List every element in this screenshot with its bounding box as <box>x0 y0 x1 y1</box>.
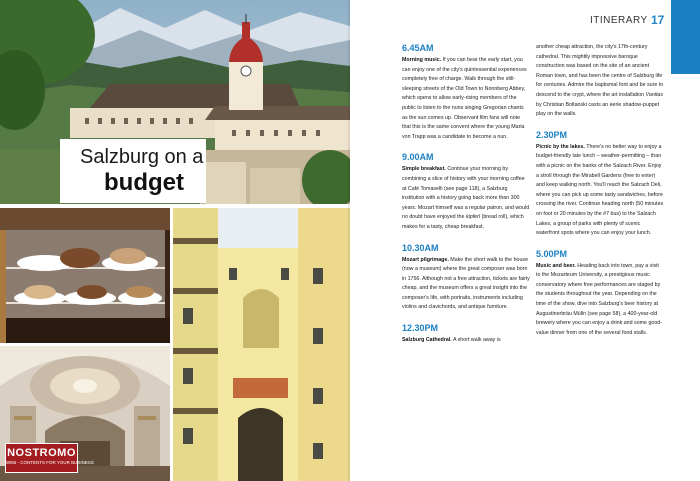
section-paragraph <box>536 143 664 239</box>
time-heading: 12.30PM <box>402 323 439 334</box>
logo-tagline: WEB - CONTENTS FOR YOUR BUSINESS <box>6 460 94 465</box>
section-italic: Vanitas <box>645 91 664 98</box>
section-lead: Mozart pilgrimage. <box>402 256 449 263</box>
title-line1: Salzburg on a <box>80 146 204 168</box>
section-paragraph <box>402 336 530 346</box>
section-paragraph <box>536 43 664 120</box>
text-column-right <box>536 43 664 348</box>
section-text: There's no better way to enjoy a budget-friendly late lunch – weather-permitting – than with a picnic on the banks of the Salzach River. Enjoy a stroll through the Mirabell Gardens (free to enter) and keep walking north. You'll reach the Salzach Deli, where you can pick up some tasty sandwiches, before crossing the river. Continue heading north (50 minutes on foot or 20 minutes by the #7 bus) to the Salzach Lakes, a group of parks with plenty of scenic waterfront spots where you can enjoy your lunch. <box>536 143 664 237</box>
section-lead: Music and beer. <box>536 262 576 269</box>
section-text: Make the short walk to the house (now a museum) where the great composer was born in 1756. Although not a free attraction, tickets are fairly cheap, and the museum offers a great insight into the composer's life, with portraits, instruments including violins and clavichords, and antique furniture. <box>402 256 530 311</box>
time-heading: 6.45AM <box>402 43 434 53</box>
logo-name: NOSTROMO <box>7 447 76 459</box>
text-column-left <box>402 43 530 356</box>
section-italic: kipferl <box>465 214 481 221</box>
courtyard-illustration <box>173 208 350 481</box>
section-lead: Morning music. <box>402 57 442 63</box>
time-heading: 2.30PM <box>536 129 568 140</box>
section-text: If you can bear the early start, you can enjoy one of the city's quintessential experiences completely free of charge. Walk through the still-sleeping streets of the Old Town to Nonnberg Abbey, which opens to allow early-rising members of the public to listen to the nuns singing Gregorian chants as the sun comes up. Observant film fans will note that this is the same convent where the young Maria von Trapp was a candidate to become a nun. <box>402 57 527 140</box>
time-heading: 5.00PM <box>536 248 568 259</box>
title-line2: budget <box>104 169 184 196</box>
nostromo-logo <box>5 443 94 473</box>
section-text: another cheap attraction, the city's 17th-century cathedral. This mightily impressive baroque construction was based on the site of an ancient Roman town, and has been the centre of Salzburg life for centuries. Admire the baptismal font and be sure to descend to the crypt, where the art installation <box>536 44 664 98</box>
cafe-illustration <box>0 208 170 343</box>
section-lead: Simple breakfast. <box>402 166 446 173</box>
section-text: Continue your morning by combining a slice of history with your morning coffee at Café Tomaselli (see page 118), a Salzburg institution with a history going back more than 300 years. Mozart himself was a regular patron, and would no doubt have enjoyed the <box>402 166 530 221</box>
section-text: A short walk away is <box>452 337 501 344</box>
cafe-pastry-photo <box>0 208 170 343</box>
section-header: ITINERARY <box>590 15 648 26</box>
title-box <box>60 139 206 203</box>
section-text: by Christian Boltanski casts an eerie shadow-puppet play on the walls. <box>536 101 660 118</box>
chapter-tab <box>671 0 700 74</box>
section-lead: Salzburg Cathedral. <box>402 337 452 344</box>
section-paragraph <box>536 262 664 339</box>
section-paragraph <box>402 56 530 142</box>
time-heading: 10.30AM <box>402 242 439 253</box>
page-number: 17 <box>651 13 665 27</box>
section-paragraph <box>402 256 530 314</box>
right-page <box>350 0 700 481</box>
section-text: (bread roll), which makes for a tasty, cheap breakfast. <box>402 214 524 230</box>
section-text: Heading back into town, pay a visit to the Mozarteum University, a prestigious music conservatory where free performances are staged by the students throughout the year. Depending on the time of the show, dive into Salzburg's beer history at Augustinerbräu Mülln (see page 58), a 400-year-old brewery where you can enjoy a drink and some good-value dinner from one of the several food stalls. <box>536 262 663 336</box>
courtyard-photo <box>173 208 350 481</box>
section-paragraph <box>402 165 530 232</box>
time-heading: 9.00AM <box>402 152 434 163</box>
section-lead: Picnic by the lakes. <box>536 143 585 150</box>
